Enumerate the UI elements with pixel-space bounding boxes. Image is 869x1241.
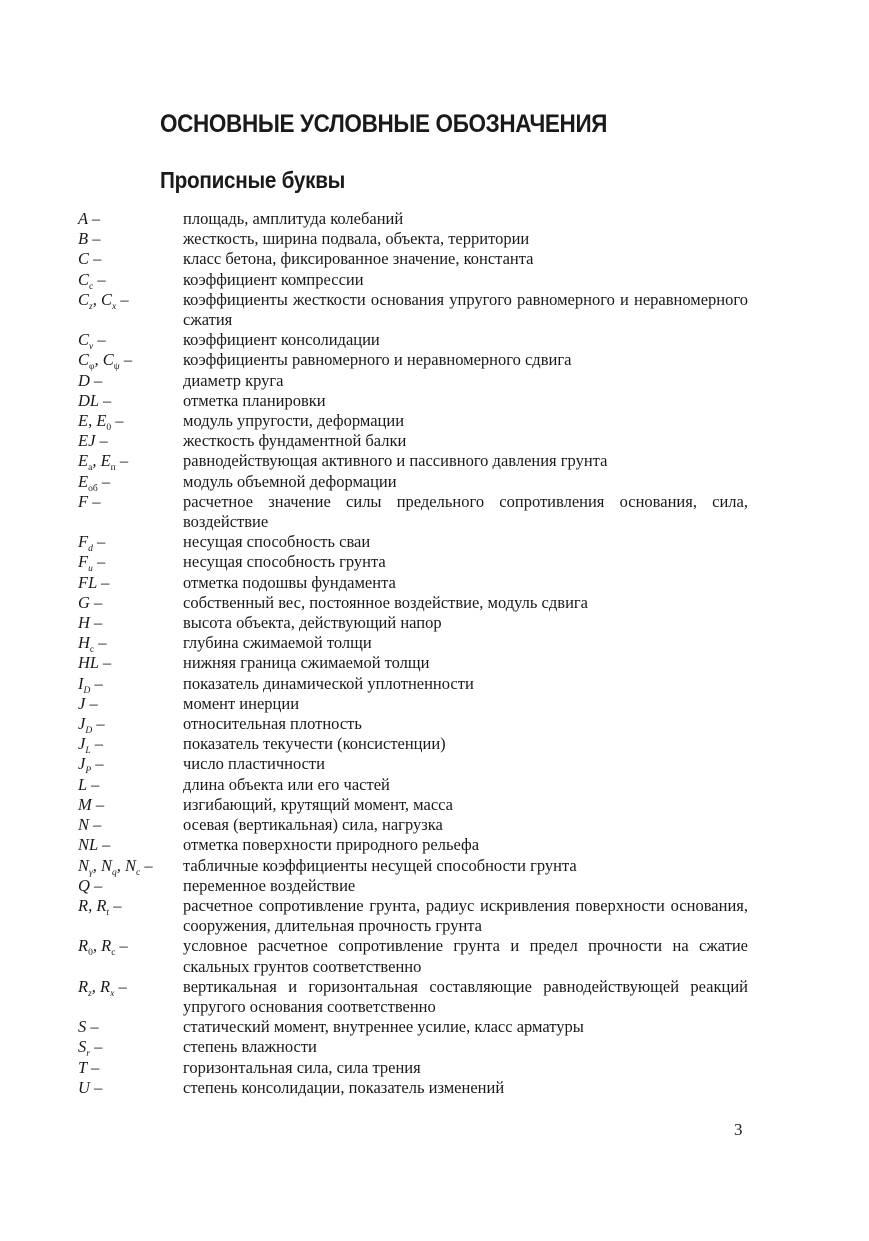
notation-description: несущая способность грунта [183,552,386,572]
notation-symbol: H – [78,613,103,633]
notation-row [78,653,748,673]
notation-row [78,249,748,269]
notation-symbol: U – [78,1077,103,1097]
notation-row [78,1058,748,1078]
notation-description: вертикальная и горизонтальная составляющие равнодействующей реакций упругого основания соответственно [183,976,748,1016]
page-number: 3 [734,1120,743,1139]
notation-symbol: $E_a$, $E_п$ – [78,451,129,474]
notation-description: коэффициент компрессии [183,269,364,289]
notation-symbol: $C_\varphi$, $C_\psi$ – [78,350,133,373]
notation-row [78,1078,748,1098]
notation-description: диаметр круга [183,370,284,390]
notation-symbol: $F_u$ – [78,552,106,575]
notation-symbol: $R_z$, $R_x$ – [78,976,127,999]
notation-row [78,734,748,757]
notation-row [78,1037,748,1060]
notation-description: статический момент, внутреннее усилие, класс арматуры [183,1017,584,1037]
notation-row [78,371,748,391]
notation-symbol: $S_r$ – [78,1037,103,1060]
notation-row [78,775,748,795]
notation-symbol: $J_P$ – [78,754,104,777]
notation-description: нижняя граница сжимаемой толщи [183,653,430,673]
notation-symbol: T – [78,1057,100,1077]
notation-row [78,552,748,575]
notation-symbol: $C_z$, $C_x$ – [78,289,129,312]
notation-description: модуль объемной деформации [183,471,397,491]
notation-row [78,835,748,855]
section-subtitle: Прописные буквы [160,167,346,193]
notation-symbol: $C_v$ – [78,330,106,353]
notation-description: переменное воздействие [183,875,356,895]
notation-list [78,209,748,1098]
notation-row [78,714,748,737]
notation-description: равнодействующая активного и пассивного давления грунта [183,451,608,471]
notation-description: изгибающий, крутящий момент, масса [183,794,453,814]
notation-description: расчетное значение силы предельного сопротивления основания, сила, воздействие [183,491,748,532]
page-title: ОСНОВНЫЕ УСЛОВНЫЕ ОБОЗНАЧЕНИЯ [160,110,608,138]
notation-symbol: Q – [78,875,103,895]
notation-description: класс бетона, фиксированное значение, константа [183,249,534,269]
notation-description: степень влажности [183,1037,317,1057]
notation-row [78,856,748,876]
notation-row [78,593,748,613]
notation-symbol: S – [78,1017,99,1037]
notation-description: момент инерции [183,693,300,713]
notation-symbol: L – [78,774,100,794]
notation-symbol: J – [78,693,98,713]
notation-description: отметка подошвы фундамента [183,572,396,592]
notation-row [78,391,748,411]
notation-row [78,532,748,555]
notation-row [78,209,748,229]
notation-description: глубина сжимаемой толщи [183,633,372,653]
notation-symbol: $H_c$ – [78,633,107,656]
notation-row [78,633,748,656]
notation-symbol: NL – [78,835,111,855]
notation-description: длина объекта или его частей [183,774,390,794]
notation-description: табличные коэффициенты несущей способности грунта [183,855,577,875]
notation-description: собственный вес, постоянное воздействие, модуль сдвига [183,592,588,612]
notation-description: жесткость фундаментной балки [183,431,407,451]
notation-description: отметка планировки [183,390,326,410]
notation-description: коэффициенты жесткости основания упругого равномерного и неравномерного сжатия [183,289,748,330]
notation-symbol: $F_d$ – [78,532,106,555]
notation-symbol: $J_D$ – [78,714,105,737]
notation-row [78,350,748,373]
notation-row [78,451,748,474]
notation-description: отметка поверхности природного рельефа [183,835,480,855]
notation-description: несущая способность сваи [183,532,371,552]
notation-symbol: EJ – [78,431,108,451]
notation-symbol: $I_D$ – [78,673,103,696]
notation-symbol: C – [78,249,102,269]
notation-row [78,876,748,896]
notation-symbol: M – [78,794,105,814]
notation-row [78,330,748,353]
notation-symbol: HL – [78,653,112,673]
notation-symbol: B – [78,229,101,249]
notation-row [78,754,748,777]
notation-row [78,896,748,936]
notation-symbol: F – [78,491,101,511]
notation-description: площадь, амплитуда колебаний [183,209,404,228]
notation-description: относительная плотность [183,714,362,734]
notation-row [78,290,748,330]
notation-symbol: E, $E_0$ – [78,411,124,434]
notation-description: жесткость, ширина подвала, объекта, территории [183,229,530,249]
notation-symbol: $J_L$ – [78,734,103,757]
notation-row [78,795,748,815]
notation-symbol: $E_{об}$ – [78,471,111,494]
notation-symbol: FL – [78,572,110,592]
notation-description: коэффициенты равномерного и неравномерного сдвига [183,350,572,370]
notation-description: показатель текучести (консистенции) [183,734,446,754]
notation-row [78,674,748,694]
notation-description: условное расчетное сопротивление грунта и предел прочности на сжатие скальных грунтов соответственно [183,936,748,976]
notation-description: горизонтальная сила, сила трения [183,1057,421,1077]
notation-symbol: $R_0$, $R_c$ – [78,936,128,959]
notation-description: осевая (вертикальная) сила, нагрузка [183,815,443,835]
notation-symbol: A – [78,209,101,228]
notation-symbol: DL – [78,390,112,410]
notation-row [78,977,748,1017]
notation-row [78,936,748,976]
notation-row [78,1017,748,1037]
notation-row [78,613,748,633]
notation-row [78,229,748,249]
notation-symbol: $C_c$ – [78,269,106,292]
notation-description: расчетное сопротивление грунта, радиус искривления поверхности основания, сооружения, длительная прочность грунта [183,895,748,936]
notation-row [78,815,748,835]
notation-row [78,694,748,714]
notation-row [78,270,748,290]
notation-row [78,472,748,492]
notation-row [78,411,748,434]
notation-description: модуль упругости, деформации [183,411,405,431]
notation-symbol: G – [78,592,103,612]
notation-row [78,431,748,451]
notation-symbol: D – [78,370,103,390]
notation-row [78,492,748,532]
notation-description: показатель динамической уплотненности [183,673,474,693]
notation-symbol: $N_\gamma$, $N_q$, $N_c$ – [78,855,153,878]
notation-symbol: R, $R_t$ – [78,895,122,918]
notation-row [78,573,748,593]
notation-description: степень консолидации, показатель изменений [183,1077,505,1097]
notation-description: коэффициент консолидации [183,330,380,350]
notation-description: высота объекта, действующий напор [183,613,442,633]
notation-symbol: N – [78,815,102,835]
notation-description: число пластичности [183,754,325,774]
